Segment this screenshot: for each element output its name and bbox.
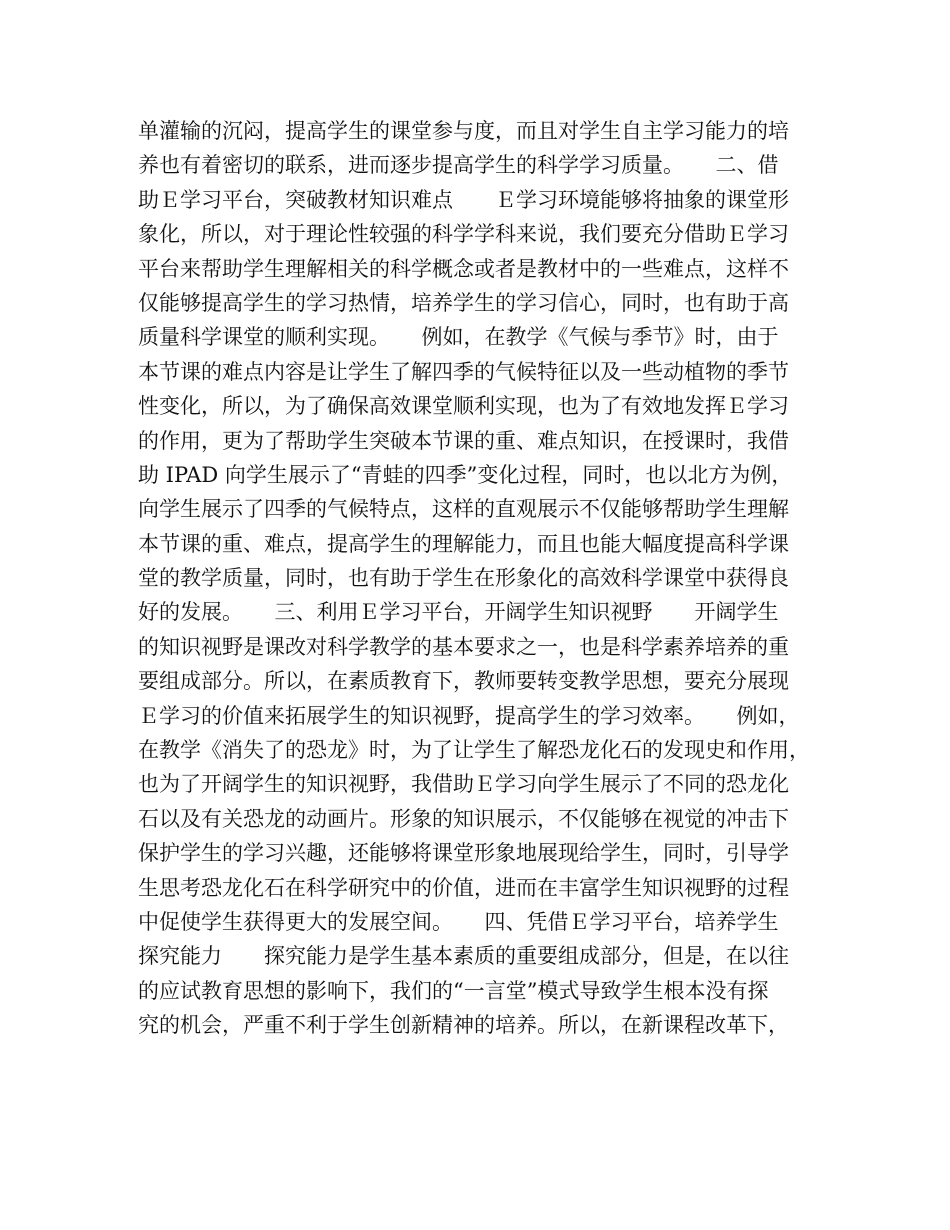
text-line: 堂的教学质量，同时，也有助于学生在形象化的高效科学课堂中获得良 <box>138 566 789 591</box>
text-line: 性变化，所以，为了确保高效课堂顺利实现，也为了有效地发挥Ｅ学习 <box>138 394 789 419</box>
body-text <box>138 114 828 1043</box>
text-line: 要组成部分。所以，在素质教育下，教师要转变教学思想，要充分展现 <box>138 669 789 694</box>
text-line: 平台来帮助学生理解相关的科学概念或者是教材中的一些难点，这样不 <box>138 256 789 281</box>
text-line: Ｅ学习的价值来拓展学生的知识视野，提高学生的学习效率。 例如， <box>138 703 800 728</box>
text-line: 助 IPAD 向学生展示了“青蛙的四季”变化过程，同时，也以北方为例， <box>138 462 793 487</box>
text-line: 象化，所以，对于理论性较强的科学学科来说，我们要充分借助Ｅ学习 <box>138 222 789 247</box>
text-line: 究的机会，严重不利于学生创新精神的培养。所以，在新课程改革下， <box>138 1013 789 1038</box>
text-line: 质量科学课堂的顺利实现。 例如，在教学《气候与季节》时，由于 <box>138 325 779 350</box>
text-line: 单灌输的沉闷，提高学生的课堂参与度，而且对学生自主学习能力的培 <box>138 119 789 143</box>
text-line: 在教学《消失了的恐龙》时，为了让学生了解恐龙化石的发现史和作用， <box>138 738 810 763</box>
text-line: 的知识视野是课改对科学教学的基本要求之一，也是科学素养培养的重 <box>138 634 789 659</box>
text-line: 石以及有关恐龙的动画片。形象的知识展示，不仅能够在视觉的冲击下 <box>138 806 789 831</box>
text-line: 好的发展。 三、利用Ｅ学习平台，开阔学生知识视野 开阔学生 <box>138 600 779 625</box>
text-line: 保护学生的学习兴趣，还能够将课堂形象地展现给学生，同时，引导学 <box>138 841 789 866</box>
text-line: 的应试教育思想的影响下，我们的“一言堂”模式导致学生根本没有探 <box>138 978 769 1003</box>
text-line: 的作用，更为了帮助学生突破本节课的重、难点知识，在授课时，我借 <box>138 428 789 453</box>
text-line: 生思考恐龙化石在科学研究中的价值，进而在丰富学生知识视野的过程 <box>138 875 789 900</box>
text-line: 仅能够提高学生的学习热情，培养学生的学习信心，同时，也有助于高 <box>138 290 789 315</box>
text-line: 探究能力 探究能力是学生基本素质的重要组成部分，但是，在以往 <box>138 944 789 969</box>
text-line: 养也有着密切的联系，进而逐步提高学生的科学学习质量。 二、借 <box>138 153 779 178</box>
text-line: 助Ｅ学习平台，突破教材知识难点 Ｅ学习环境能够将抽象的课堂形 <box>138 187 789 212</box>
text-line: 向学生展示了四季的气候特点，这样的直观展示不仅能够帮助学生理解 <box>138 497 789 522</box>
text-line: 本节课的重、难点，提高学生的理解能力，而且也能大幅度提高科学课 <box>138 531 789 556</box>
text-line: 中促使学生获得更大的发展空间。 四、凭借Ｅ学习平台，培养学生 <box>138 909 779 934</box>
text-line: 也为了开阔学生的知识视野，我借助Ｅ学习向学生展示了不同的恐龙化 <box>138 772 789 797</box>
text-line: 本节课的难点内容是让学生了解四季的气候特征以及一些动植物的季节 <box>138 359 789 384</box>
